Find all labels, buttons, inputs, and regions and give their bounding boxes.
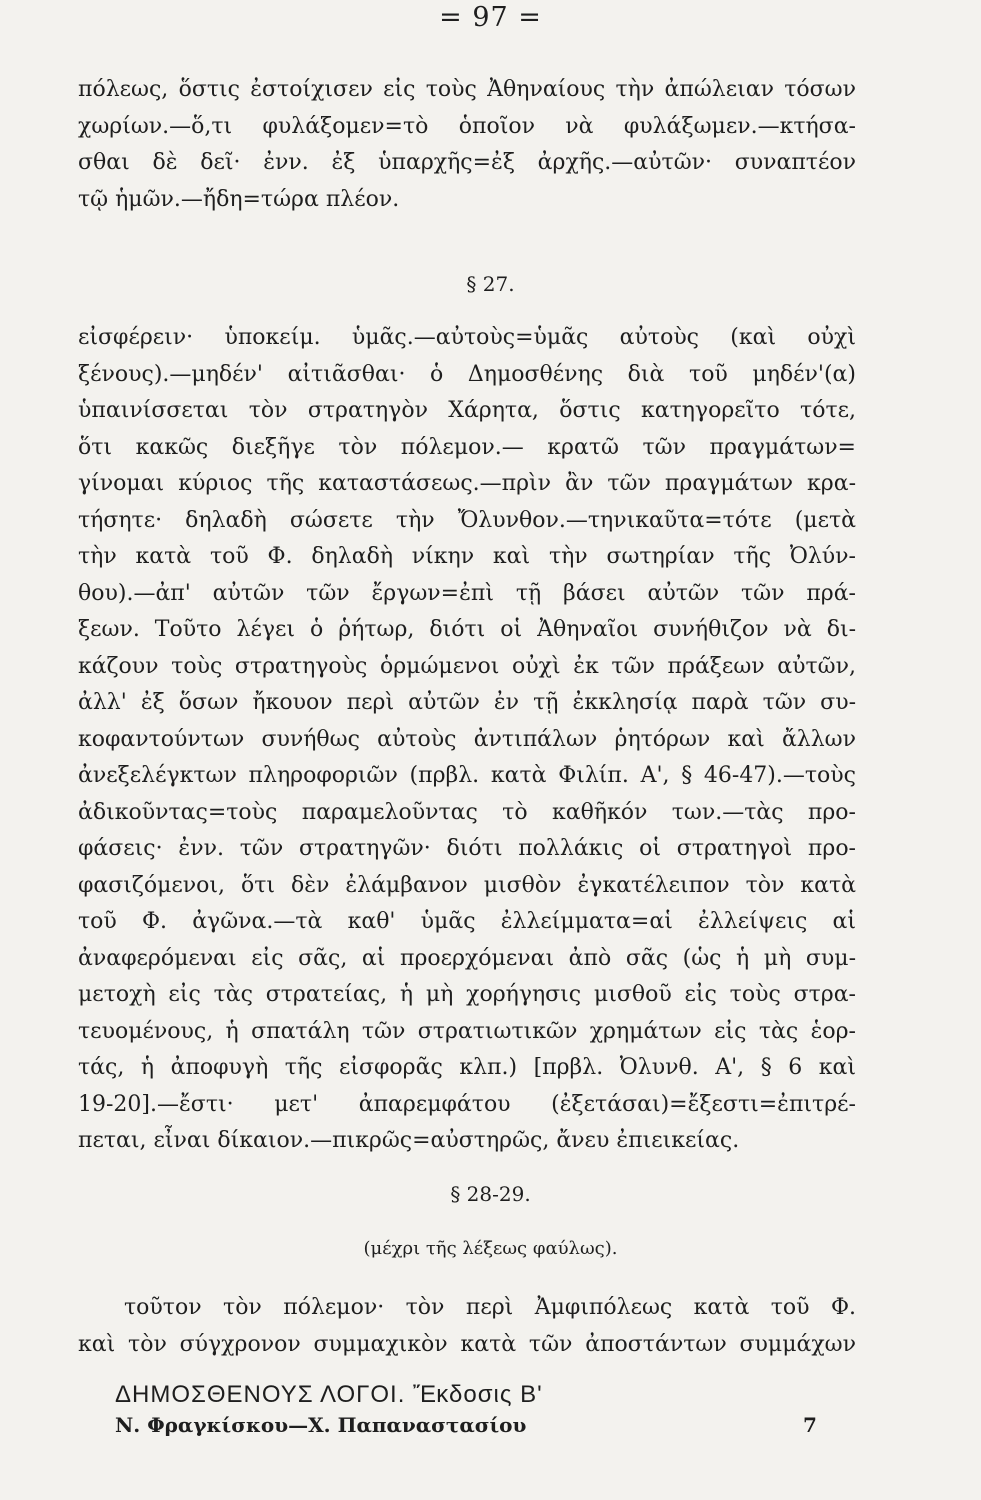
text-line: ξένους).—μηδέν' αἰτιᾶσθαι· ὁ Δημοσθένης διὰ τοῦ μηδέν'(α) — [78, 361, 856, 387]
section-heading-28-29: § 28-29. — [450, 1182, 531, 1206]
page-number: = 97 = — [439, 2, 542, 33]
authors: Ν. Φραγκίσκου—Χ. Παπαναστασίου — [115, 1413, 527, 1437]
publisher-credit — [115, 1410, 815, 1440]
sheet-signature: 7 — [803, 1413, 817, 1437]
commentary-block-1 — [78, 72, 856, 218]
text-line: φάσεις· ἐνν. τῶν στρατηγῶν· διότι πολλάκις οἱ στρατηγοὶ προ- — [78, 836, 856, 861]
text-line: πεται, εἶναι δίκαιον.—πικρῶς=αὐστηρῶς, ἄνευ ἐπιεικείας. — [78, 1128, 740, 1153]
text-line: τάς, ἡ ἀποφυγὴ τῆς εἰσφορᾶς κλπ.) [πρβλ. Ὀλυνθ. Α', § 6 καὶ — [78, 1055, 856, 1080]
text-line: τοῦτον τὸν πόλεμον· τὸν περὶ Ἀμφιπόλεως κατὰ τοῦ Φ. — [124, 1295, 856, 1320]
text-line: τήσητε· δηλαδὴ σώσετε τὴν Ὄλυνθον.—τηνικαῦτα=τότε (μετὰ — [78, 507, 856, 533]
text-line: φασιζόμενοι, ὅτι δὲν ἐλάμβανον μισθὸν ἐγκατέλειπον τὸν κατὰ — [78, 872, 856, 898]
commentary-block-3 — [78, 1290, 856, 1363]
text-line: κοφαντούντων συνήθως αὐτοὺς ἀντιπάλων ῥητόρων καὶ ἄλλων — [78, 726, 856, 752]
text-line: κάζουν τοὺς στρατηγοὺς ὁρμώμενοι οὐχὶ ἐκ τῶν πράξεων αὐτῶν, — [78, 653, 856, 679]
text-line: πόλεως, ὅστις ἐστοίχισεν εἰς τοὺς Ἀθηναίους τὴν ἀπώλειαν τόσων — [78, 77, 856, 102]
text-line: ἀνεξελέγκτων πληροφοριῶν (πρβλ. κατὰ Φιλίπ. Α', § 46-47).—τοὺς — [78, 763, 856, 788]
text-line: ξεων. Τοῦτο λέγει ὁ ῥήτωρ, διότι οἱ Ἀθηναῖοι συνήθιζον νὰ δι- — [78, 617, 856, 642]
text-line: θου).—ἀπ' αὐτῶν τῶν ἔργων=ἐπὶ τῇ βάσει αὐτῶν τῶν πρά- — [78, 580, 856, 606]
text-line: ἀδικοῦντας=τοὺς παραμελοῦντας τὸ καθῆκόν των.—τὰς προ- — [78, 799, 856, 825]
text-line: καὶ τὸν σύγχρονον συμμαχικὸν κατὰ τῶν ἀποστάντων συμμάχων — [78, 1331, 856, 1357]
text-line: ἀλλ' ἐξ ὅσων ἤκουον περὶ αὐτῶν ἐν τῇ ἐκκλησίᾳ παρὰ τῶν συ- — [78, 690, 856, 715]
text-line: ὅτι κακῶς διεξῆγε τὸν πόλεμον.— κρατῶ τῶν πραγμάτων= — [78, 434, 856, 460]
printer-footer — [115, 1380, 815, 1440]
text-line: ἀναφερόμεναι εἰς σᾶς, αἱ προερχόμεναι ἀπὸ σᾶς (ὡς ἡ μὴ συμ- — [78, 945, 856, 971]
text-line: τῷ ἡμῶν.—ἤδη=τώρα πλέον. — [78, 186, 400, 212]
text-line: τὴν κατὰ τοῦ Φ. δηλαδὴ νίκην καὶ τὴν σωτηρίαν τῆς Ὀλύν- — [78, 544, 856, 569]
book-title: ΔΗΜΟΣΘΕΝΟΥΣ ΛΟΓΟΙ. Ἔκδοσις Β' — [115, 1381, 543, 1408]
text-line: γίνομαι κύριος τῆς καταστάσεως.—πρὶν ἂν τῶν πραγμάτων κρα- — [78, 471, 856, 496]
text-line: εἰσφέρειν· ὑποκείμ. ὑμᾶς.—αὐτοὺς=ὑμᾶς αὐτοὺς (καὶ οὐχὶ — [78, 325, 856, 350]
text-line: ὑπαινίσσεται τὸν στρατηγὸν Χάρητα, ὅστις κατηγορεῖτο τότε, — [78, 398, 856, 423]
text-line: 19-20].—ἔστι· μετ' ἀπαρεμφάτου (ἐξετάσαι)=ἔξεστι=ἐπιτρέ- — [78, 1091, 856, 1117]
text-line: τοῦ Φ. ἀγῶνα.—τὰ καθ' ὑμᾶς ἐλλείμματα=αἱ ἐλλείψεις αἱ — [78, 909, 856, 934]
text-line: τευομένους, ἡ σπατάλη τῶν στρατιωτικῶν χρημάτων εἰς τὰς ἑορ- — [78, 1018, 856, 1044]
text-line: μετοχὴ εἰς τὰς στρατείας, ἡ μὴ χορήγησις μισθοῦ εἰς τοὺς στρα- — [78, 982, 856, 1007]
section-note: (μέχρι τῆς λέξεως φαύλως). — [363, 1238, 618, 1259]
text-line: σθαι δὲ δεῖ· ἐνν. ἐξ ὑπαρχῆς=ἐξ ἀρχῆς.—αὐτῶν· συναπτέον — [78, 150, 856, 175]
section-heading-27: § 27. — [466, 272, 515, 296]
text-line: χωρίων.—ὅ,τι φυλάξομεν=τὸ ὁποῖον νὰ φυλάξωμεν.—κτήσα- — [78, 113, 856, 139]
commentary-block-2 — [78, 320, 856, 1160]
